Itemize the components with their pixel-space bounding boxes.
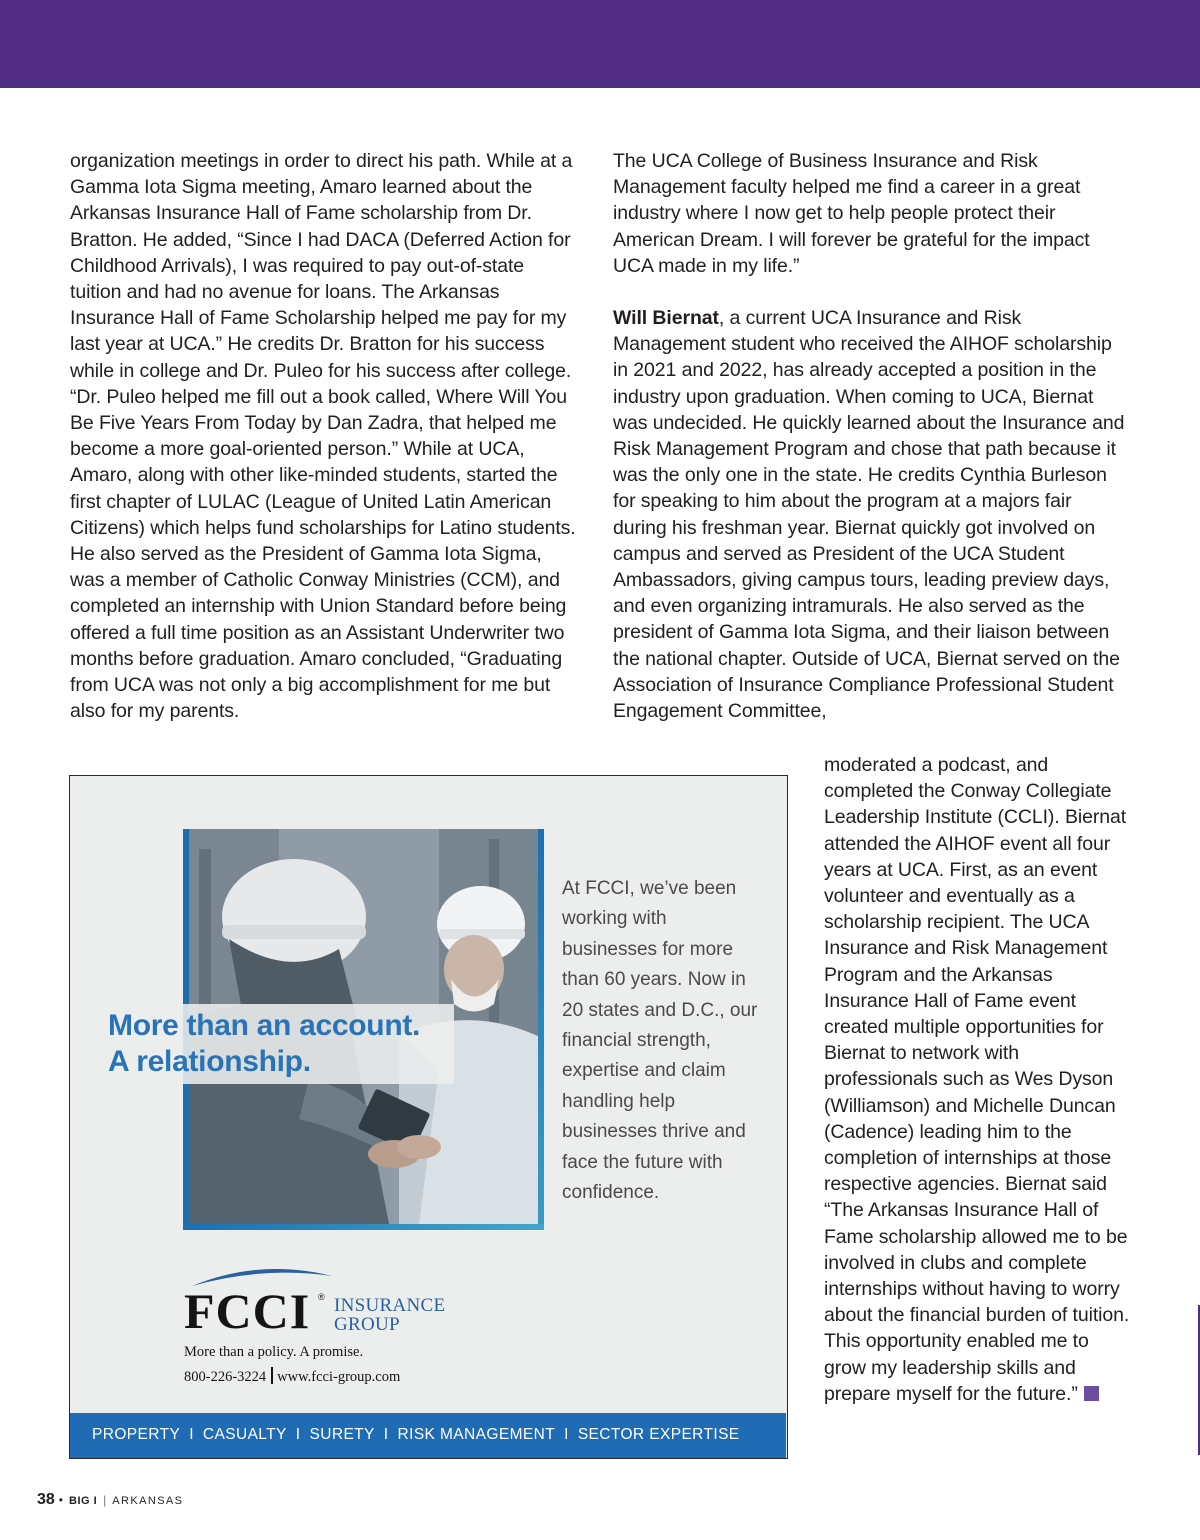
service-separator: I — [189, 1426, 194, 1443]
footer-bullet: • — [58, 1493, 63, 1507]
fcci-advertisement — [69, 775, 788, 1459]
fcci-logo — [182, 1266, 482, 1406]
photo-frame-bottom-edge — [183, 1224, 544, 1230]
page-number: 38 — [37, 1491, 55, 1508]
publication-name: BIG I — [69, 1495, 98, 1507]
ad-contact — [184, 1367, 400, 1386]
paragraph-text: moderated a podcast, and completed the Conway Collegiate Leadership Institute (CCLI). Biernat attended the AIHOF event all four years at UCA. First, as an event volunteer and eventually as a scholarship recipient. The UCA Insurance and Risk Management Program and the Arkansas Insurance Hall of Fame event created multiple opportunities for Biernat to network with professionals such as Wes Dyson (Williamson) and Michelle Duncan (Cadence) leading him to the completion of internships at those respective agencies. Biernat said “The Arkansas Insurance Hall of Fame scholarship allowed me to be involved in clubs and complete internships without having to worry about the financial burden of tuition. This opportunity enabled me to grow my leadership skills and prepare myself for the future.” — [824, 754, 1130, 1405]
article-paragraph — [824, 752, 1134, 1407]
service-item: RISK MANAGEMENT — [397, 1426, 556, 1443]
service-item: SECTOR EXPERTISE — [577, 1426, 740, 1443]
ad-website-link[interactable]: www.fcci-group.com — [277, 1369, 401, 1385]
ad-body-copy: At FCCI, we’ve been working with businesses for more than 60 years. Now in 20 states and D.C., our financial strength, expertise and claim handling help businesses thrive and face the future with confidence. — [562, 878, 758, 1204]
service-separator: I — [383, 1426, 389, 1443]
paragraph-text: , a current UCA Insurance and Risk Management student who received the AIHOF scholarship in 2021 and 2022, has already accepted a position in the industry upon graduation. When coming to UCA, Biernat was undecided. He quickly learned about the Insurance and Risk Management Program and chose that path because it was the only one in the state. He credits Cynthia Burleson for speaking to him about the program at a majors fair during his freshman year. Biernat quickly got involved on campus and served as President of the UCA Student Ambassadors, giving campus tours, leading preview days, and even organizing intramurals. He also served as the president of Gamma Iota Sigma, and their liaison between the national chapter. Outside of UCA, Biernat served on the Association of Insurance Compliance Professional Student Engagement Committee, — [613, 307, 1125, 723]
footer-divider: | — [103, 1493, 107, 1507]
logo-subtitle-line2: GROUP — [334, 1314, 400, 1335]
service-item: PROPERTY — [92, 1426, 181, 1443]
header-band — [0, 0, 1200, 88]
publication-state: ARKANSAS — [112, 1495, 184, 1507]
ad-services-bar — [70, 1413, 786, 1458]
ad-headline-line1: More than an account. — [108, 1009, 421, 1042]
service-separator: I — [564, 1426, 569, 1443]
service-item: SURETY — [309, 1426, 375, 1443]
service-item: CASUALTY — [202, 1426, 287, 1443]
service-separator: I — [295, 1426, 301, 1443]
article-column-middle — [613, 148, 1128, 724]
contact-divider — [271, 1367, 273, 1384]
article-column-left — [70, 148, 580, 724]
person-name-bold: Will Biernat — [613, 307, 719, 330]
logo-wordmark: FCCI — [184, 1283, 311, 1339]
article-paragraph — [613, 305, 1128, 724]
ad-phone[interactable]: 800-226-3224 — [184, 1369, 267, 1385]
article-paragraph: The UCA College of Business Insurance and Risk Management faculty helped me find a career in a great industry where I now get to help people protect their American Dream. I will forever be grateful for the impact UCA made in my life.” — [613, 150, 1090, 277]
photo-frame-right-edge — [538, 829, 544, 1230]
ad-headline — [100, 1004, 454, 1084]
article-paragraph: organization meetings in order to direct his path. While at a Gamma Iota Sigma meeting, Amaro learned about the Arkansas Insurance Hall of Fame scholarship from Dr. Bratton. He added, “Since I had DACA (Deferred Action for Childhood Arrivals), I was required to pay out-of-state tuition and had no avenue for loans. The Arkansas Insurance Hall of Fame Scholarship helped me pay for my last year at UCA.” He credits Dr. Bratton for his success while in college and Dr. Puleo for his success after college. “Dr. Puleo helped me fill out a book called, Where Will You Be Five Years From Today by Dan Zadra, that helped me become a more goal-oriented person.” While at UCA, Amaro, along with other like-minded students, started the first chapter of LULAC (League of United Latin American Citizens) which helps fund scholarships for Latino students. He also served as the President of Gamma Iota Sigma, was a member of Catholic Conway Ministries (CCM), and completed an internship with Union Standard before being offered a full time position as an Assistant Underwriter two months before graduation. Amaro concluded, “Graduating from UCA was not only a big accomplishment for me but also for my parents. — [70, 150, 576, 723]
end-of-article-square-icon — [1084, 1386, 1099, 1401]
ad-tagline: More than a policy. A promise. — [184, 1344, 364, 1360]
page-footer — [37, 1491, 183, 1509]
ad-services-list — [92, 1426, 740, 1444]
logo-subtitle-line1: INSURANCE — [334, 1295, 446, 1316]
logo-registered-mark: ® — [318, 1292, 325, 1302]
ad-headline-line2: A relationship. — [108, 1045, 311, 1078]
article-column-narrow — [824, 752, 1134, 1407]
logo-subtitle — [334, 1296, 445, 1334]
